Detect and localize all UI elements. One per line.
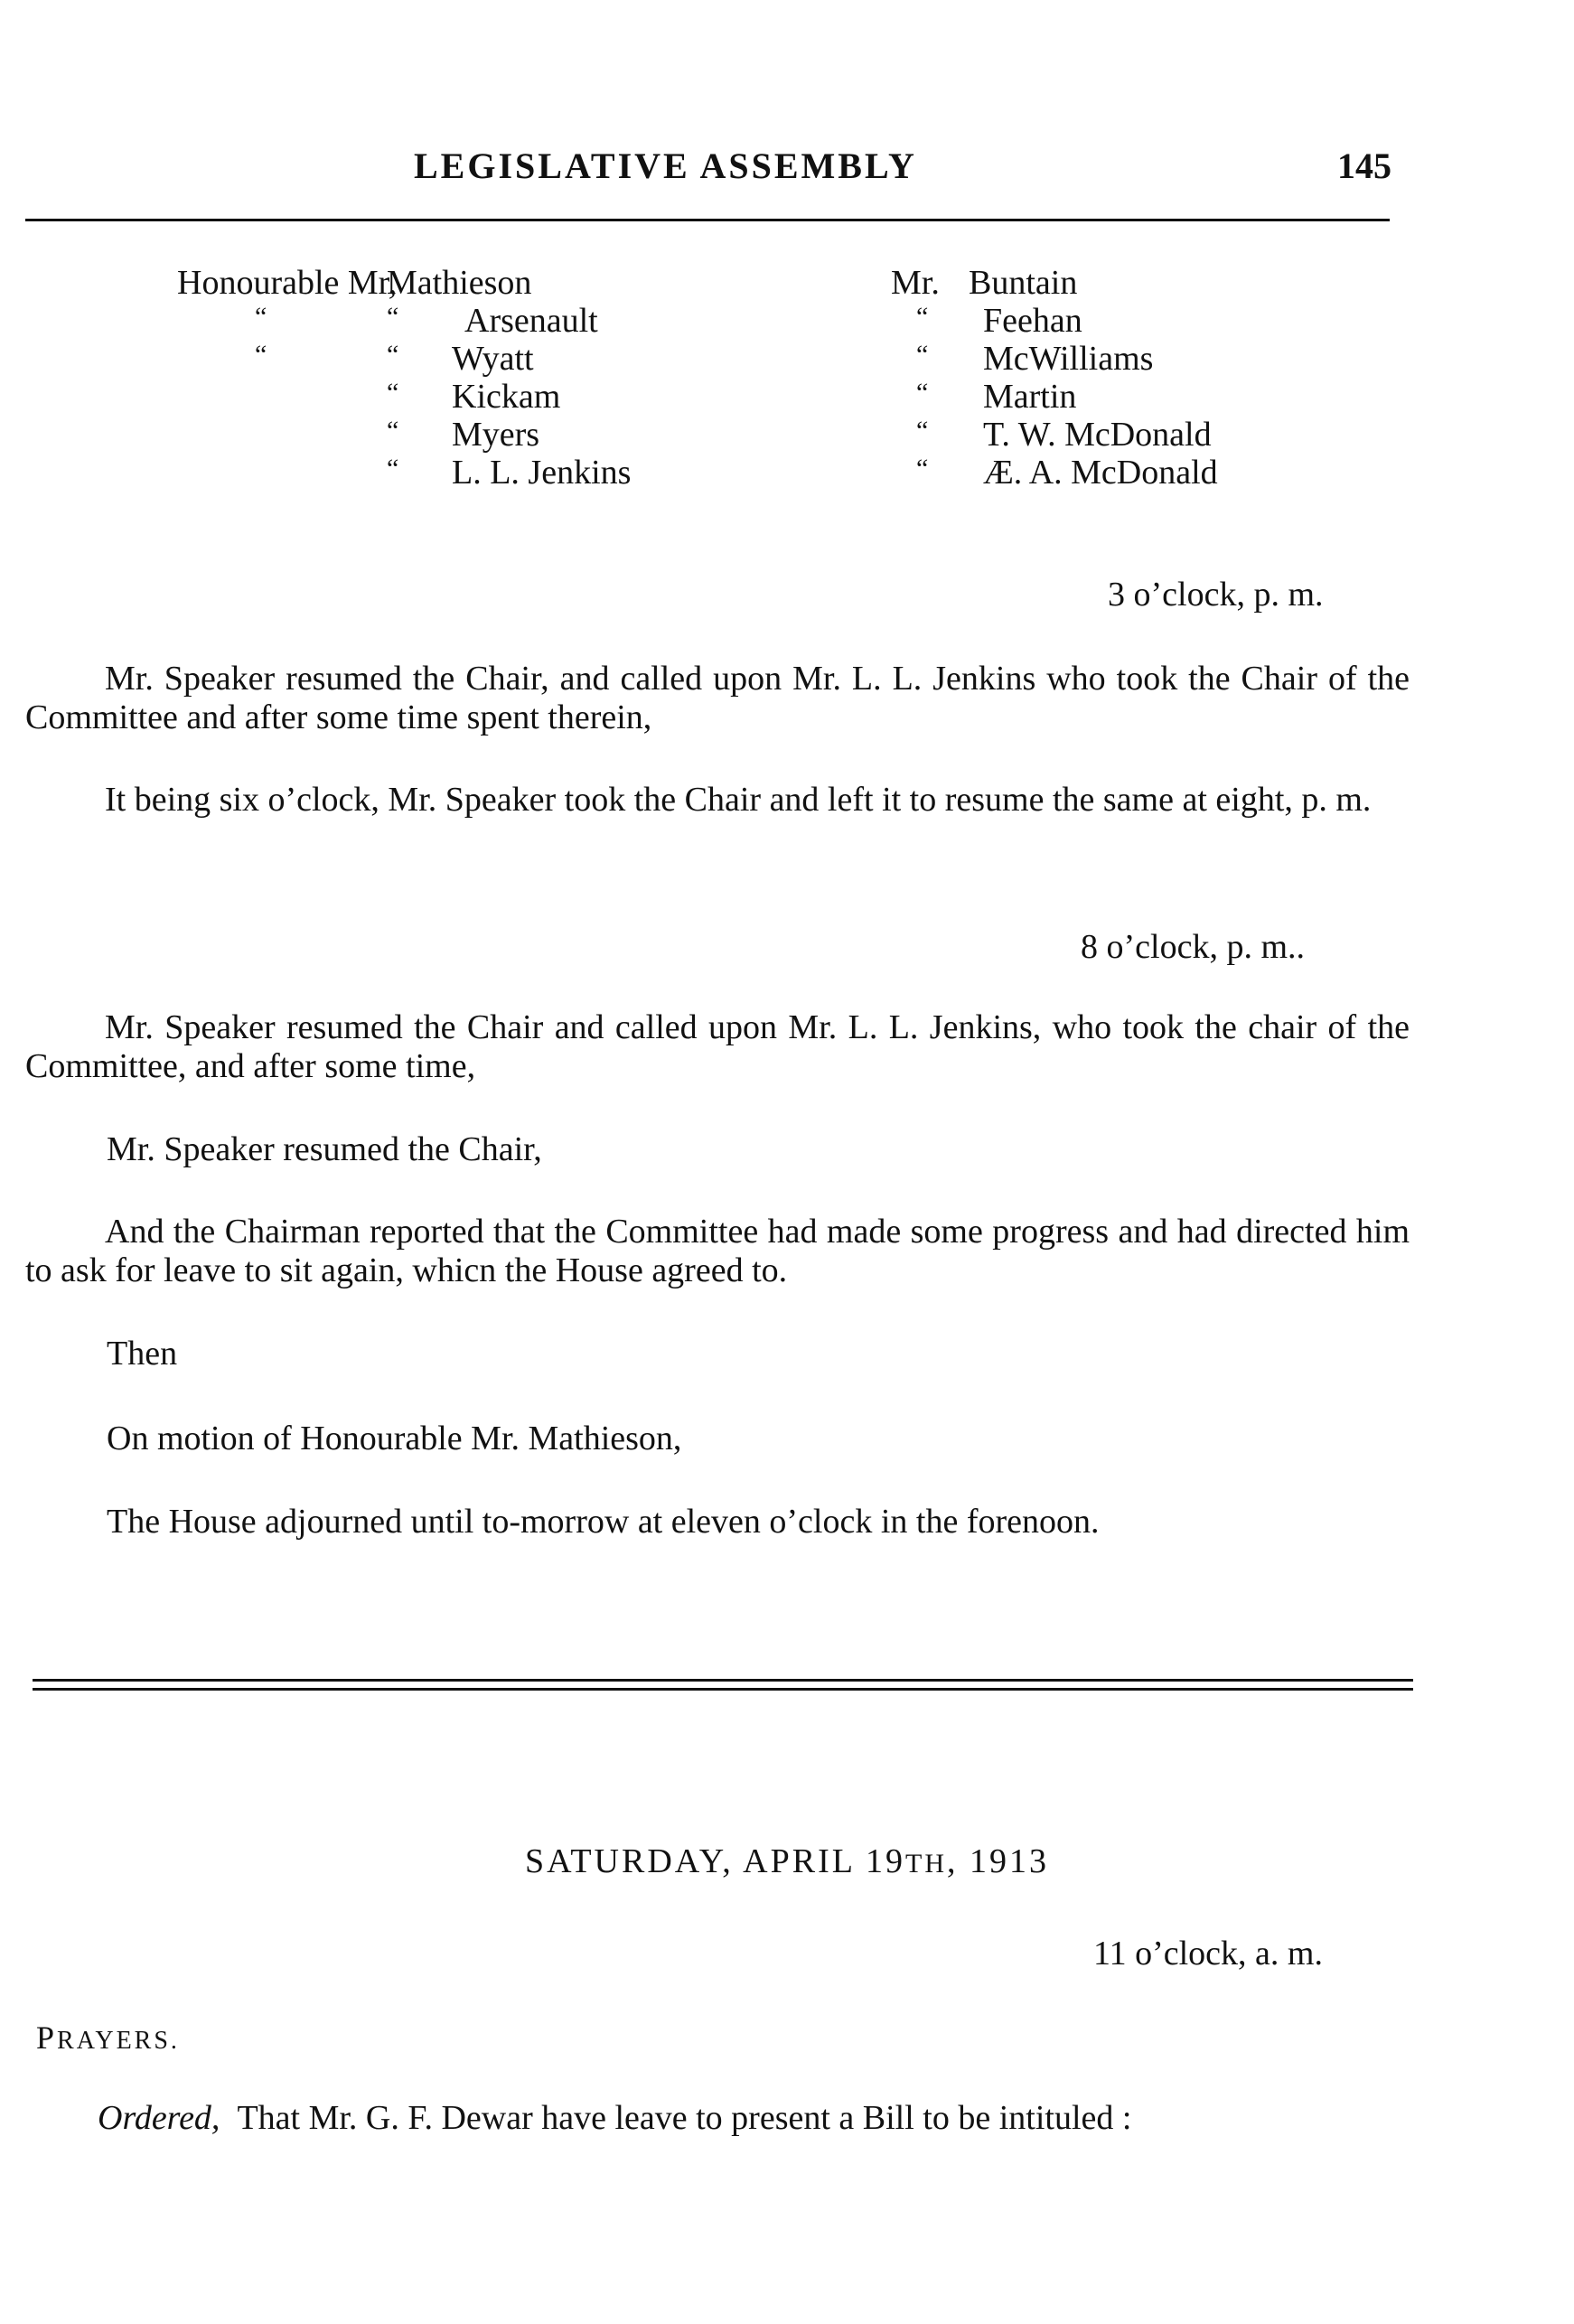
member-name: Mathieson	[387, 264, 532, 302]
member-name: McWilliams	[983, 340, 1154, 378]
member-name: T. W. McDonald	[983, 416, 1212, 454]
line-speaker-resumed-chair: Mr. Speaker resumed the Chair,	[107, 1130, 542, 1168]
member-name: Martin	[983, 378, 1077, 416]
ditto-mark: “	[916, 378, 929, 408]
ditto-mark: “	[387, 378, 399, 408]
list-item	[891, 264, 1397, 302]
ditto-mark: “	[916, 454, 929, 483]
line-then: Then	[107, 1335, 178, 1373]
division-list-right	[891, 264, 1397, 492]
list-item	[891, 302, 1397, 340]
time-heading-11am: 11 o’clock, a. m.	[1093, 1935, 1323, 1973]
prayers-heading	[36, 2019, 180, 2057]
member-name: Arsenault	[464, 302, 598, 340]
ditto-mark: “	[916, 340, 929, 370]
member-name: Myers	[452, 416, 540, 454]
date-heading-year: , 1913	[947, 1842, 1050, 1880]
ordered-text: That Mr. G. F. Dewar have leave to present a Bill to be intituled :	[237, 2099, 1132, 2137]
ordered-line	[98, 2098, 1131, 2138]
line-motion: On motion of Honourable Mr. Mathieson,	[107, 1420, 682, 1457]
date-heading-main: SATURDAY, APRIL 19	[524, 1842, 906, 1880]
time-heading-3pm: 3 o’clock, p. m.	[1108, 576, 1324, 614]
line-adjourned: The House adjourned until to-morrow at eleven o’clock in the forenoon.	[107, 1503, 1100, 1541]
member-title: Mr.	[891, 264, 940, 302]
header-rule	[25, 219, 1390, 221]
list-item	[177, 264, 755, 302]
running-title: LEGISLATIVE ASSEMBLY	[414, 145, 917, 186]
paragraph-speaker-resumed-1: Mr. Speaker resumed the Chair, and called upon Mr. L. L. Jenkins who took the Chair of the Committee and after some time spent therein,	[25, 660, 1410, 736]
list-item	[177, 302, 755, 340]
list-item	[177, 378, 755, 416]
ordered-label: Ordered,	[98, 2099, 220, 2137]
section-rule-bottom	[33, 1688, 1413, 1691]
paragraph-chairman-reported: And the Chairman reported that the Committee had made some progress and had directed him to ask for leave to sit again, whicn the House agreed to.	[25, 1213, 1410, 1289]
list-item	[891, 416, 1397, 454]
ditto-mark: “	[387, 416, 399, 445]
member-title: Honourable Mr,	[177, 264, 398, 302]
date-heading	[0, 1841, 1574, 1881]
paragraph-speaker-resumed-2: Mr. Speaker resumed the Chair and called upon Mr. L. L. Jenkins, who took the chair of the Committee, and after some time,	[25, 1008, 1410, 1085]
page-number: 145	[1337, 145, 1391, 186]
member-name: Kickam	[452, 378, 561, 416]
list-item	[177, 416, 755, 454]
page-header	[0, 145, 1574, 199]
prayers-initial: P	[36, 2019, 58, 2056]
paragraph-six-oclock: It being six o’clock, Mr. Speaker took the Chair and left it to resume the same at eight, p. m.	[105, 781, 1372, 819]
list-item	[891, 454, 1397, 492]
member-name: L. L. Jenkins	[452, 454, 632, 492]
date-heading-suffix: TH	[905, 1849, 948, 1879]
list-item	[177, 454, 755, 492]
ditto-mark: “	[916, 302, 929, 332]
list-item	[891, 378, 1397, 416]
member-name: Feehan	[983, 302, 1082, 340]
division-list-left	[177, 264, 755, 492]
ditto-mark: “	[916, 416, 929, 445]
list-item	[177, 340, 755, 378]
section-rule-top	[33, 1679, 1413, 1682]
member-name: Wyatt	[452, 340, 534, 378]
time-heading-8pm: 8 o’clock, p. m..	[1081, 928, 1306, 966]
prayers-rest: RAYERS.	[57, 2027, 180, 2055]
ditto-mark: “	[255, 302, 267, 332]
member-name: Æ. A. McDonald	[983, 454, 1218, 492]
member-name: Buntain	[969, 264, 1078, 302]
list-item	[891, 340, 1397, 378]
ditto-mark: “	[255, 340, 267, 370]
ditto-mark: “	[387, 340, 399, 370]
ditto-mark: “	[387, 454, 399, 483]
ditto-mark: “	[387, 302, 399, 332]
